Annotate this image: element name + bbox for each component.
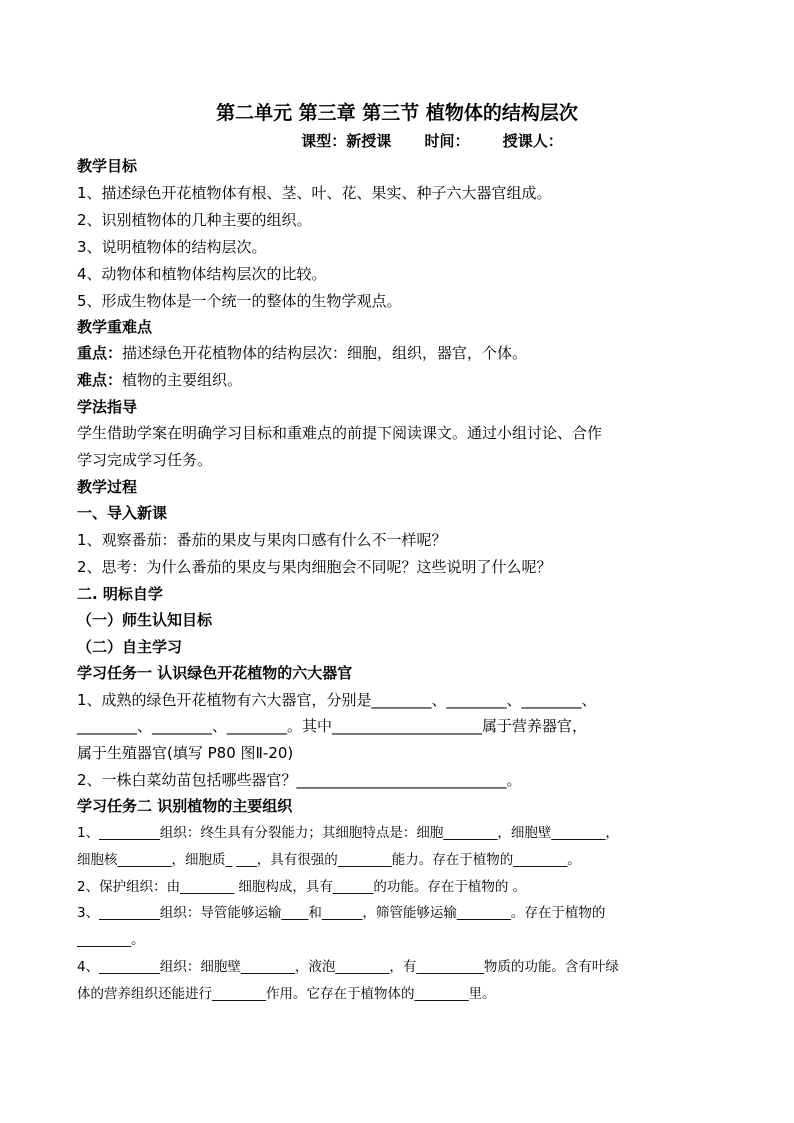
task1-heading: 学习任务一 认识绿色开花植物的六大器官: [77, 664, 353, 682]
lesson-time: 时间：: [424, 132, 470, 150]
focus-label: 重点：: [77, 344, 123, 362]
task2-line: 1、_________组织：终生具有分裂能力；其细胞特点是：细胞________，细胞壁________，: [77, 825, 619, 841]
task2-line: 4、_________组织：细胞壁________，液泡________，有__________物质的功能。含有叶绿: [77, 959, 619, 975]
method-text: 学生借助学案在明确学习目标和重难点的前提下阅读课文。通过小组讨论、合作: [77, 424, 603, 442]
task2-line: 3、_________组织：导管能够运输____和______，筛管能够运输________。存在于植物的: [77, 905, 606, 921]
task2-line: 体的营养组织还能进行________作用。它存在于植物体的________里。: [77, 986, 496, 1002]
intro-heading: 一、导入新课: [77, 504, 168, 522]
task2-line: 2、保护组织：由________ 细胞构成，具有______的功能。存在于植物的 。: [77, 879, 527, 895]
goal-item: 5、形成生物体是一个统一的整体的生物学观点。: [77, 292, 402, 310]
subsection-heading: （二）自主学习: [77, 638, 183, 656]
intro-item: 2、思考：为什么番茄的果皮与果肉细胞会不同呢？这些说明了什么呢？: [77, 558, 552, 576]
method-text: 学习完成学习任务。: [77, 451, 213, 469]
lesson-meta: [0, 130, 794, 151]
goals-heading: 教学目标: [77, 157, 138, 175]
subsection-heading: （一）师生认知目标: [77, 611, 213, 629]
difficulty-text: 植物的主要组织。: [122, 371, 243, 389]
method-heading: 学法指导: [77, 398, 138, 416]
task2-line: 细胞核________，细胞质_ ___，具有很强的________能力。存在于植物的________。: [77, 852, 581, 868]
lesson-teacher: 授课人：: [502, 132, 563, 150]
key-point-difficulty: [77, 370, 242, 390]
goal-item: 4、动物体和植物体结构层次的比较。: [77, 265, 327, 283]
section-heading: 二. 明标自学: [77, 585, 163, 603]
task1-line: 2、一株白菜幼苗包括哪些器官？____________________________。: [77, 771, 522, 789]
intro-item: 1、观察番茄：番茄的果皮与果肉口感有什么不一样呢？: [77, 531, 447, 549]
goal-item: 2、识别植物体的几种主要的组织。: [77, 211, 312, 229]
difficulty-label: 难点：: [77, 371, 123, 389]
task2-heading: 学习任务二 识别植物的主要组织: [77, 797, 293, 815]
focus-text: 描述绿色开花植物体的结构层次：细胞，组织，器官，个体。: [122, 344, 528, 362]
task2-line: ________。: [77, 932, 145, 948]
course-type: 课型：新授课: [301, 132, 392, 150]
task1-line: 属于生殖器官(填写 P80 图Ⅱ-20): [77, 744, 294, 762]
goal-item: 3、说明植物体的结构层次。: [77, 238, 267, 256]
process-heading: 教学过程: [77, 478, 138, 496]
key-points-heading: 教学重难点: [77, 318, 153, 336]
page-title: 第二单元 第三章 第三节 植物体的结构层次: [216, 102, 578, 124]
key-point-focus: [77, 343, 527, 363]
goal-item: 1、描述绿色开花植物体有根、茎、叶、花、果实、种子六大器官组成。: [77, 184, 552, 202]
task1-line: 1、成熟的绿色开花植物有六大器官，分别是________、________、________、: [77, 691, 597, 709]
task1-line: ________、________、________。其中____________________属于营养器官，: [77, 717, 588, 735]
